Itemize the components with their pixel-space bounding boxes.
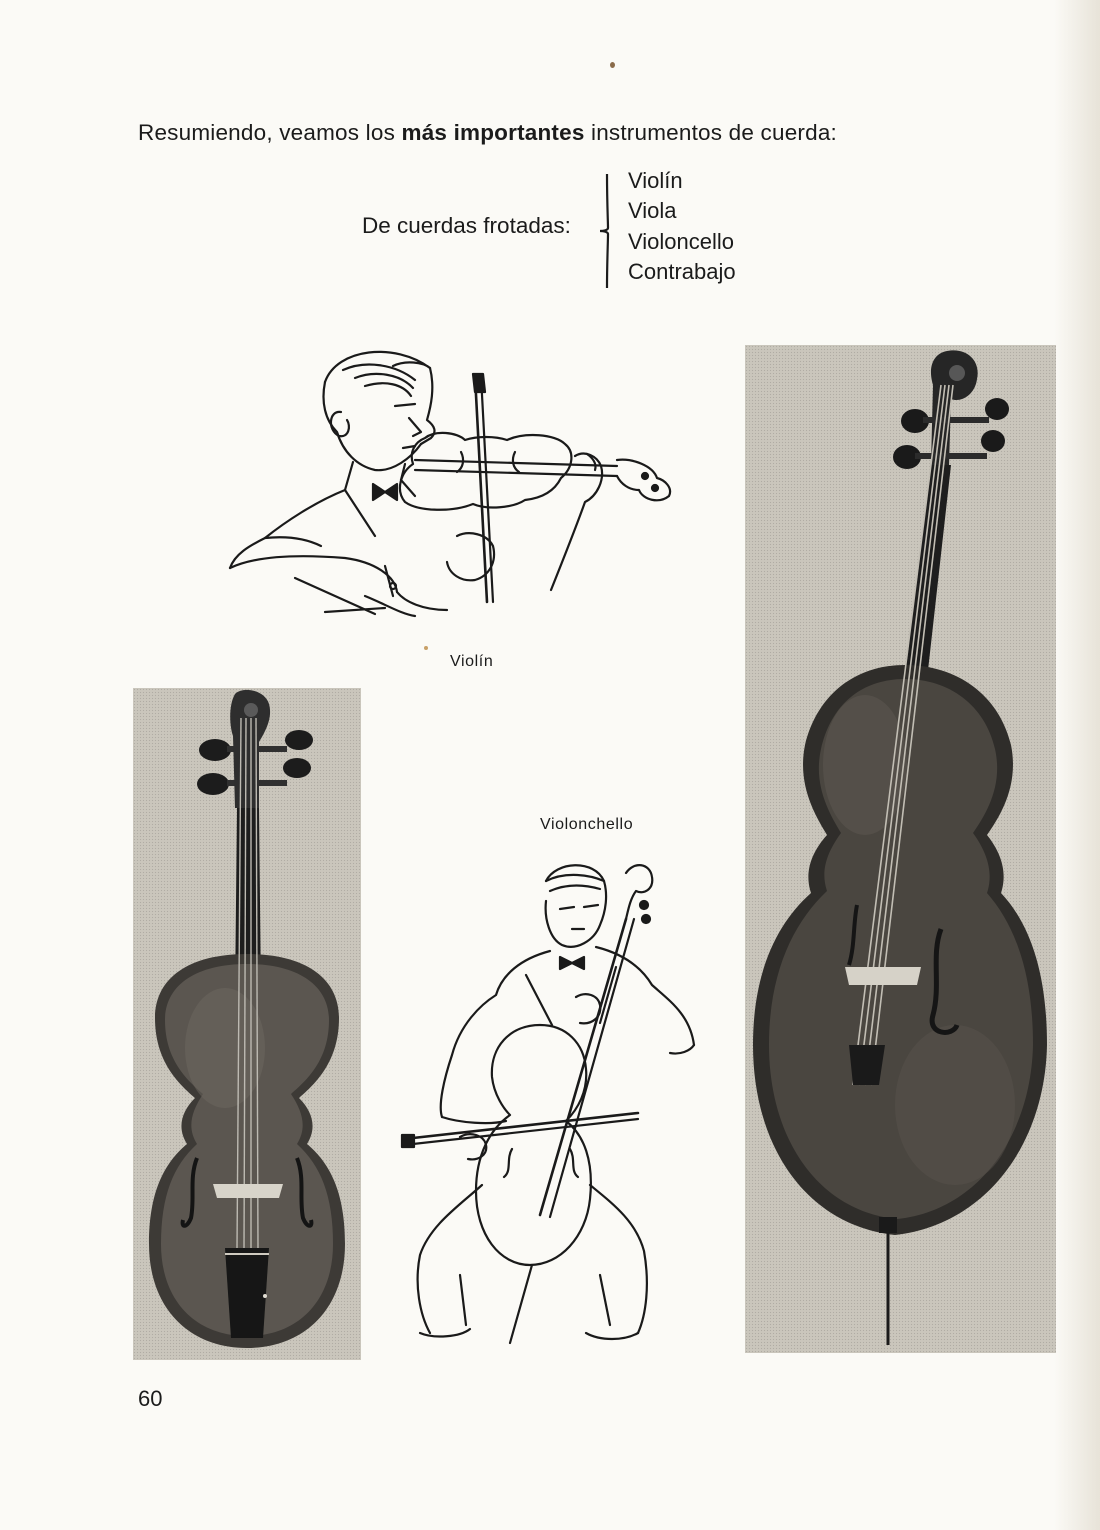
- page-edge-shadow: [1054, 0, 1100, 1530]
- contrabass-photo: [745, 345, 1056, 1353]
- instrument-contrabajo: Contrabajo: [628, 258, 736, 284]
- intro-emphasis: más importantes: [401, 120, 585, 145]
- print-speck: [610, 62, 615, 68]
- intro-sentence: [138, 120, 837, 146]
- violin-photo: [133, 688, 361, 1360]
- intro-after: instrumentos de cuerda:: [584, 120, 837, 145]
- page-number: 60: [138, 1386, 163, 1411]
- violinist-drawing: [225, 340, 680, 625]
- instrument-list: [628, 166, 736, 287]
- instrument-violin: Violín: [628, 168, 683, 193]
- violin-caption: Violín: [450, 653, 494, 670]
- curly-brace-icon: [596, 172, 616, 290]
- cello-caption: Violonchello: [540, 816, 634, 833]
- instrument-viola: Viola: [628, 198, 677, 224]
- instrument-violoncello: Violoncello: [628, 228, 735, 254]
- intro-before: Resumiendo, veamos los: [138, 120, 402, 145]
- group-label: De cuerdas frotadas:: [362, 213, 571, 238]
- cellist-drawing: [400, 855, 700, 1350]
- print-speck: [424, 646, 428, 650]
